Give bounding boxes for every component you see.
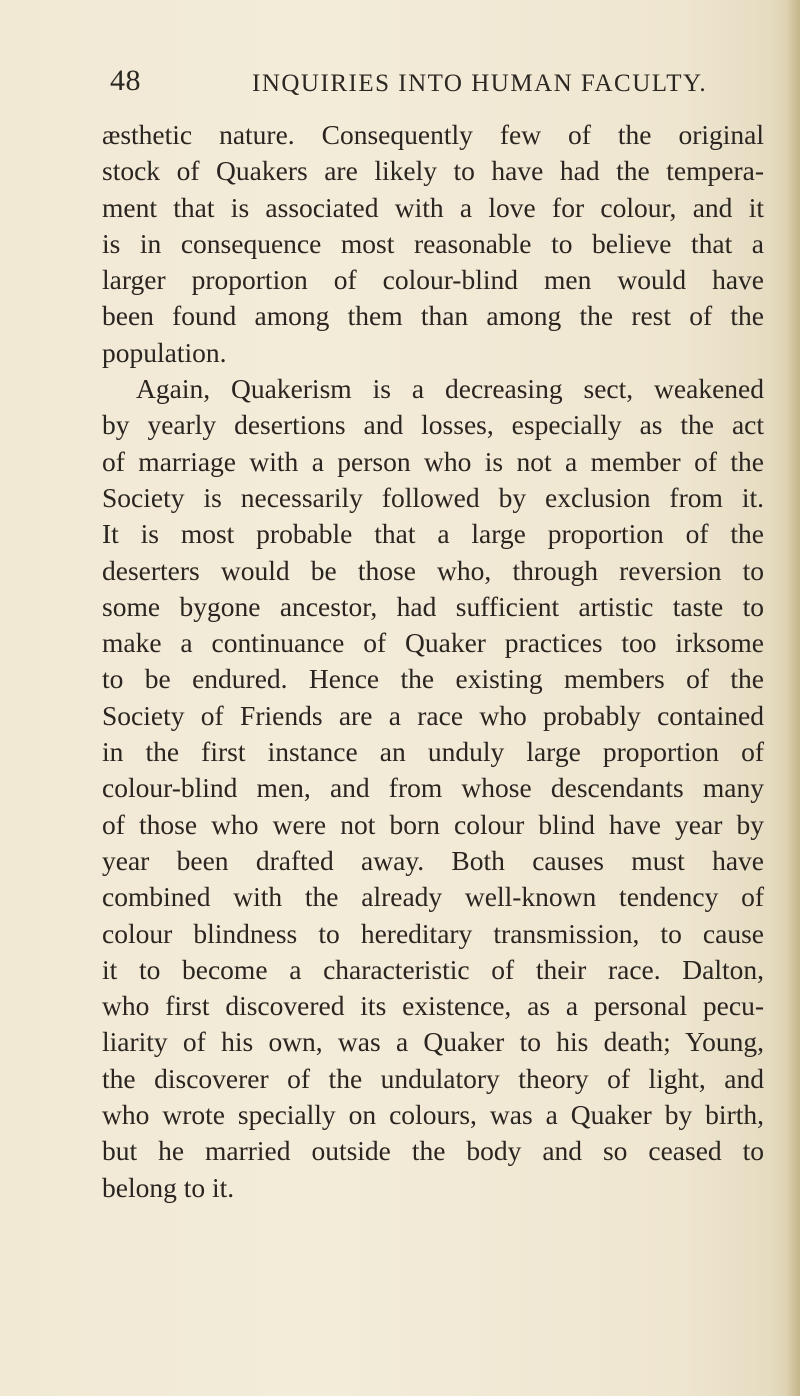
text-line: the discoverer of the undulatory theory of light, and: [102, 1062, 764, 1094]
text-line: larger proportion of colour-blind men would have: [102, 264, 764, 296]
text-line: who first discovered its existence, as a personal pecu-: [102, 990, 764, 1022]
text-line: belong to it.: [102, 1171, 235, 1203]
paragraph-1: [102, 117, 764, 371]
text-line: æsthetic nature. Consequently few of the original: [102, 119, 764, 150]
page-edge-shadow: [786, 0, 800, 1396]
text-line: some bygone ancestor, had sufficient artistic taste to: [102, 590, 764, 622]
text-line: year been drafted away. Both causes must have: [102, 844, 764, 876]
text-line: Again, Quakerism is a decreasing sect, weakened: [136, 373, 764, 405]
text-line: who wrote specially on colours, was a Quaker by birth,: [102, 1099, 764, 1131]
text-line: ment that is associated with a love for colour, and it: [102, 191, 764, 223]
text-line: deserters would be those who, through reversion to: [102, 554, 764, 586]
text-line: make a continuance of Quaker practices too irksome: [102, 627, 764, 659]
text-line: it to become a characteristic of their race. Dalton,: [102, 953, 764, 985]
page-number: 48: [110, 64, 141, 97]
paragraph-2: [102, 371, 764, 1206]
text-line: is in consequence most reasonable to believe that a: [102, 227, 764, 259]
text-line: of marriage with a person who is not a member of the: [102, 445, 764, 477]
text-line: colour blindness to hereditary transmission, to cause: [102, 917, 764, 949]
text-line: to be endured. Hence the existing members of the: [102, 663, 764, 695]
running-head-text: INQUIRIES INTO HUMAN FACULTY.: [252, 70, 708, 97]
text-line: It is most probable that a large proportion of the: [102, 518, 764, 550]
text-line: Society is necessarily followed by exclusion from it.: [102, 481, 764, 513]
text-line: population.: [102, 336, 227, 368]
text-line: Society of Friends are a race who probably contained: [102, 699, 764, 731]
text-line: been found among them than among the rest of the: [102, 300, 764, 332]
text-line: combined with the already well-known tendency of: [102, 881, 764, 913]
text-line: colour-blind men, and from whose descendants many: [102, 772, 764, 804]
running-head: [252, 70, 707, 98]
page-header: [0, 60, 800, 100]
body-text: [102, 117, 764, 1206]
text-line: stock of Quakers are likely to have had the tempera-: [102, 155, 764, 187]
text-line: liarity of his own, was a Quaker to his death; Young,: [102, 1026, 764, 1058]
text-line: of those who were not born colour blind have year by: [102, 808, 764, 840]
text-line: in the first instance an unduly large proportion of: [102, 736, 764, 768]
text-line: but he married outside the body and so ceased to: [102, 1135, 764, 1167]
text-line: by yearly desertions and losses, especially as the act: [102, 409, 764, 441]
